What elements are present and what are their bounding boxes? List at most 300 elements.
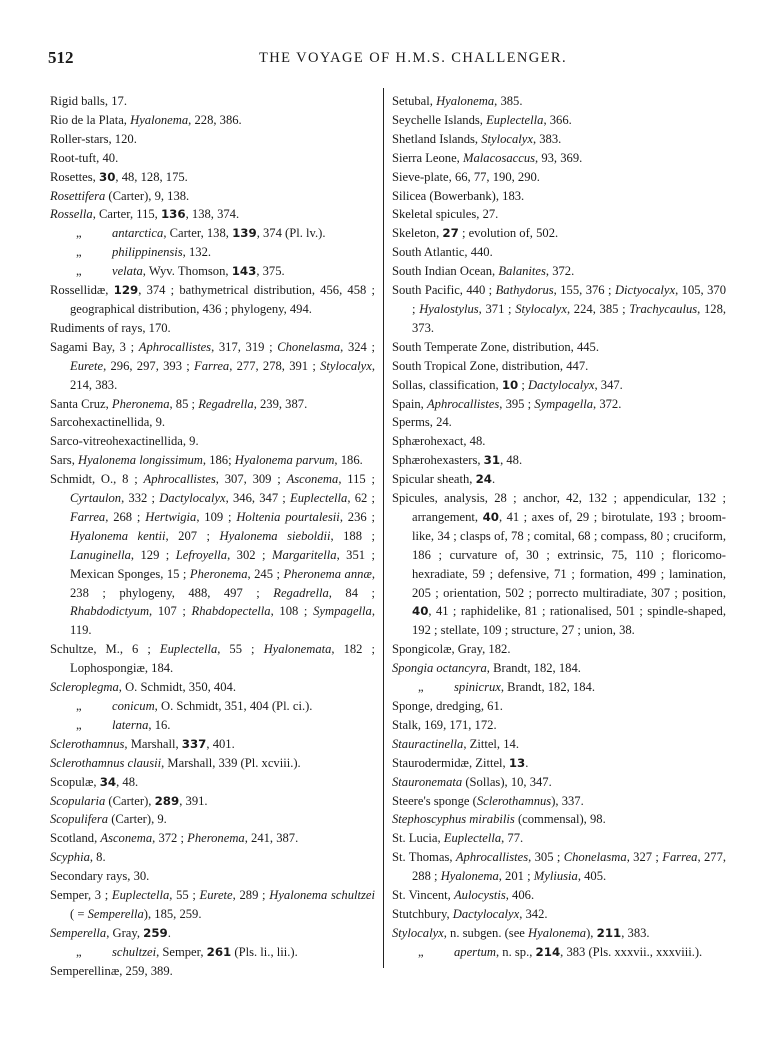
index-entry bbox=[392, 357, 726, 376]
index-entry bbox=[392, 848, 726, 886]
entry-text: Sphærohexact, 48. bbox=[392, 434, 486, 449]
entry-text: , 155, 376 ; bbox=[553, 283, 615, 298]
entry-text: ( = bbox=[70, 906, 88, 921]
index-entry bbox=[392, 886, 726, 905]
entry-text: , Carter, 138, bbox=[163, 226, 233, 241]
taxon-name: Pheronema annæ bbox=[283, 566, 372, 581]
ditto-mark: „ bbox=[418, 680, 424, 695]
taxon-name: Pheronema bbox=[111, 396, 170, 411]
entry-text: , 119. bbox=[70, 604, 376, 638]
taxon-name: Aphrocallistes bbox=[426, 396, 500, 411]
ditto-mark: „ bbox=[76, 717, 82, 732]
entry-text: , Zittel, 14. bbox=[463, 736, 519, 751]
entry-text: , 236 ; bbox=[339, 509, 376, 524]
entry-text: , 228, 386. bbox=[188, 112, 242, 127]
taxon-name: apertum bbox=[454, 944, 496, 959]
taxon-name: Aulocystis bbox=[453, 888, 506, 903]
taxon-name: Sclerothamnus clausii bbox=[50, 755, 162, 770]
bold-page-ref: 139 bbox=[232, 226, 257, 241]
taxon-name: Farrea bbox=[70, 509, 106, 524]
entry-text: , O. Schmidt, 350, 404. bbox=[118, 680, 236, 695]
ditto-mark: „ bbox=[76, 264, 82, 279]
entry-text: Sponge, dredging, 61. bbox=[392, 699, 503, 713]
entry-text: , Carter, 115, bbox=[92, 207, 161, 222]
entry-text: Sarco-vitreohexactinellida, 9. bbox=[50, 434, 199, 449]
entry-text: , 395 ; bbox=[499, 396, 535, 411]
taxon-name: Sclerothamnus bbox=[50, 736, 125, 751]
entry-text: Rigid balls, 17. bbox=[50, 94, 127, 108]
entry-text: , 324 ; bbox=[340, 339, 375, 354]
entry-text: , 383. bbox=[532, 131, 562, 146]
entry-text: , Brandt, 182, 184. bbox=[500, 680, 595, 695]
entry-text: , 375. bbox=[256, 264, 285, 279]
index-entry bbox=[50, 848, 375, 867]
bold-page-ref: 211 bbox=[596, 925, 622, 940]
entry-text: Roller-stars, 120. bbox=[50, 131, 137, 146]
entry-text: Silicea (Bowerbank), 183. bbox=[392, 188, 525, 203]
entry-text: , 84 ; bbox=[328, 585, 375, 600]
bold-page-ref: 259 bbox=[143, 925, 168, 940]
entry-text: Rudiments of rays, 170. bbox=[50, 320, 171, 335]
entry-text: Sierra Leone, bbox=[392, 150, 463, 165]
entry-text: , 132. bbox=[182, 245, 212, 260]
taxon-name: Aphrocallistes bbox=[455, 850, 529, 865]
index-entry bbox=[392, 792, 726, 811]
entry-text: St. Vincent, bbox=[392, 888, 454, 903]
taxon-name: Euplectella bbox=[486, 112, 544, 127]
entry-text: Stalk, 169, 171, 172. bbox=[392, 717, 497, 732]
bold-page-ref: 13 bbox=[508, 755, 526, 770]
bold-page-ref: 129 bbox=[113, 283, 139, 298]
entry-text: , 391. bbox=[179, 793, 208, 808]
taxon-name: Lefroyella bbox=[175, 547, 228, 562]
index-entry bbox=[392, 168, 726, 187]
taxon-name: Hyalonema bbox=[440, 869, 499, 884]
column-divider bbox=[383, 88, 384, 968]
entry-text: South Tropical Zone, distribution, 447. bbox=[392, 358, 589, 373]
entry-text: , Semper, bbox=[156, 944, 207, 959]
index-entry bbox=[50, 962, 375, 981]
index-entry bbox=[392, 754, 726, 773]
taxon-name: Hyalostylus bbox=[419, 301, 479, 316]
entry-text: Skeleton, bbox=[392, 226, 443, 241]
taxon-name: Hyalonema bbox=[436, 94, 495, 108]
index-entry bbox=[392, 659, 726, 678]
entry-text: Spicular sheath, bbox=[392, 472, 476, 487]
entry-text: (commensal), 98. bbox=[514, 812, 606, 827]
entry-text: Sollas, classification, bbox=[392, 377, 502, 392]
entry-text: , 62 ; bbox=[347, 491, 375, 506]
index-entry bbox=[392, 338, 726, 357]
entry-text: Steere's sponge ( bbox=[392, 793, 477, 808]
ditto-mark: „ bbox=[76, 245, 82, 260]
index-entry bbox=[50, 640, 375, 678]
index-entry bbox=[50, 886, 375, 924]
index-entry bbox=[392, 697, 726, 716]
entry-text: Rio de la Plata, bbox=[50, 112, 131, 127]
entry-text: , 138, 374. bbox=[185, 207, 240, 222]
index-entry bbox=[50, 281, 375, 319]
index-entry bbox=[392, 243, 726, 262]
entry-text: Schmidt, O., 8 ; bbox=[50, 472, 144, 487]
page-number: 512 bbox=[48, 48, 74, 67]
taxon-name: Scopulifera bbox=[50, 812, 109, 827]
index-entry bbox=[392, 205, 726, 224]
ditto-mark: „ bbox=[76, 944, 82, 959]
taxon-name: Hertwigia bbox=[145, 509, 197, 524]
index-column-right bbox=[392, 92, 726, 962]
entry-text: , 307, 309 ; bbox=[215, 472, 287, 487]
taxon-name: Hyalonema parvum bbox=[234, 453, 335, 468]
entry-text: , 85 ; bbox=[169, 396, 199, 411]
index-entry bbox=[392, 224, 726, 243]
index-entry bbox=[392, 640, 726, 659]
entry-text: . bbox=[167, 925, 171, 940]
index-entry bbox=[392, 432, 726, 451]
index-entry bbox=[50, 205, 375, 224]
entry-text: , 128, 373. bbox=[412, 301, 727, 335]
index-subentry bbox=[392, 678, 726, 697]
index-entry bbox=[392, 395, 726, 414]
bold-page-ref: 143 bbox=[231, 264, 257, 279]
taxon-name: Hyalonema bbox=[528, 925, 587, 940]
taxon-name: Bathydorus bbox=[495, 283, 554, 298]
entry-text: , 48. bbox=[116, 774, 139, 789]
entry-text: Spicules, analysis, 28 ; anchor, 42, 132 ; appendicular, 132 ; arrangement, bbox=[392, 491, 726, 524]
taxon-name: schultzei bbox=[112, 944, 157, 959]
entry-text: ), bbox=[586, 925, 597, 940]
taxon-name: Rosettifera bbox=[50, 188, 106, 203]
entry-text: Sarcohexactinellida, 9. bbox=[50, 415, 166, 430]
entry-text: , 385. bbox=[494, 94, 523, 108]
entry-text: , 186; bbox=[202, 453, 235, 468]
entry-text: (Carter), bbox=[105, 793, 155, 808]
entry-text: , 241, 387. bbox=[244, 831, 299, 846]
index-entry bbox=[392, 451, 726, 470]
entry-text: . bbox=[492, 472, 496, 487]
entry-text: Shetland Islands, bbox=[392, 131, 482, 146]
entry-text: , 108 ; bbox=[270, 604, 314, 619]
bold-page-ref: 261 bbox=[206, 944, 232, 959]
taxon-name: Stauronemata bbox=[392, 774, 463, 789]
taxon-name: Scleroplegma bbox=[50, 680, 119, 695]
taxon-name: Hyalonema longissimum bbox=[78, 453, 203, 468]
entry-text: Spain, bbox=[392, 396, 427, 411]
index-entry bbox=[50, 867, 375, 886]
index-entry bbox=[50, 735, 375, 754]
entry-text: , 372. bbox=[545, 264, 575, 279]
entry-text: , 188 ; bbox=[330, 528, 376, 543]
entry-text: , Wyv. Thomson, bbox=[142, 264, 232, 279]
entry-text: South Indian Ocean, bbox=[392, 264, 499, 279]
entry-text: , 302 ; bbox=[227, 547, 272, 562]
taxon-name: Euplectella bbox=[111, 888, 170, 903]
entry-text: , Gray, bbox=[106, 925, 144, 940]
entry-text: , n. sp., bbox=[495, 944, 536, 959]
entry-text: , 296, 297, 393 ; bbox=[103, 358, 194, 373]
entry-text: , Marshall, 339 (Pl. xcviii.). bbox=[161, 755, 301, 770]
entry-text: , n. subgen. (see bbox=[443, 925, 529, 940]
taxon-name: Balanites bbox=[498, 264, 546, 279]
taxon-name: Dactylocalyx bbox=[528, 377, 595, 392]
entry-text: , 351 ; Mexican Sponges, 15 ; bbox=[70, 547, 376, 581]
entry-text: Sieve-plate, 66, 77, 190, 290. bbox=[392, 169, 540, 184]
taxon-name: Rhabdopectella bbox=[191, 604, 271, 619]
entry-text: Semper, 3 ; bbox=[50, 888, 112, 903]
ditto-mark: „ bbox=[76, 699, 82, 713]
entry-text: , 55 ; bbox=[217, 642, 264, 657]
entry-text: , 55 ; bbox=[169, 888, 200, 903]
index-entry bbox=[392, 489, 726, 640]
entry-text: Staurodermidæ, Zittel, bbox=[392, 755, 509, 770]
entry-text: ), 337. bbox=[551, 793, 584, 808]
entry-text: , 383 (Pls. xxxvii., xxxviii.). bbox=[560, 944, 703, 959]
index-entry bbox=[50, 792, 375, 811]
entry-text: , 366. bbox=[543, 112, 572, 127]
taxon-name: Stylocalyx bbox=[515, 301, 567, 316]
taxon-name: Dactylocalyx bbox=[159, 491, 226, 506]
taxon-name: Sympagella bbox=[534, 396, 594, 411]
index-entry bbox=[50, 810, 375, 829]
entry-text: , 383. bbox=[621, 925, 650, 940]
bold-page-ref: 34 bbox=[99, 774, 117, 789]
entry-text: , 327 ; bbox=[626, 850, 663, 865]
entry-text: Santa Cruz, bbox=[50, 396, 112, 411]
index-entry bbox=[392, 149, 726, 168]
index-subentry bbox=[50, 943, 375, 962]
taxon-name: Aphrocallistes bbox=[143, 472, 216, 487]
entry-text: Seychelle Islands, bbox=[392, 112, 487, 127]
taxon-name: laterna bbox=[112, 717, 149, 732]
index-entry bbox=[392, 773, 726, 792]
entry-text: Skeletal spicules, 27. bbox=[392, 207, 499, 222]
taxon-name: philippinensis bbox=[112, 245, 183, 260]
index-entry bbox=[50, 451, 375, 470]
bold-page-ref: 27 bbox=[442, 226, 459, 241]
index-subentry bbox=[50, 262, 375, 281]
page-header bbox=[48, 48, 738, 72]
index-entry bbox=[392, 187, 726, 206]
taxon-name: Asconema bbox=[100, 831, 153, 846]
entry-text: , 374 ; bathymetrical distribution, 456, 458 ; geographical distribution, 436 ; phylogeny, 494. bbox=[70, 283, 375, 316]
index-entry bbox=[50, 92, 375, 111]
index-subentry bbox=[50, 243, 375, 262]
taxon-name: Asconema bbox=[286, 472, 339, 487]
entry-text: (Carter), 9. bbox=[108, 812, 167, 827]
entry-text: , 277, 288 ; bbox=[412, 850, 727, 884]
entry-text: , 214, 383. bbox=[70, 358, 376, 392]
entry-text: , 245 ; bbox=[247, 566, 284, 581]
entry-text: (Pls. li., lii.). bbox=[231, 944, 298, 959]
index-entry bbox=[392, 905, 726, 924]
taxon-name: Dictyocalyx bbox=[614, 283, 676, 298]
taxon-name: Malacosaccus bbox=[462, 150, 536, 165]
entry-text: Stutchbury, bbox=[392, 906, 453, 921]
entry-text: Setubal, bbox=[392, 94, 437, 108]
bold-page-ref: 289 bbox=[154, 793, 180, 808]
entry-text: , 16. bbox=[148, 717, 171, 732]
taxon-name: Stylocalyx bbox=[481, 131, 533, 146]
entry-text: Scotland, bbox=[50, 831, 101, 846]
entry-text: Schultze, M., 6 ; bbox=[50, 642, 160, 657]
index-entry bbox=[50, 773, 375, 792]
taxon-name: Hyalonema schultzei bbox=[269, 888, 376, 903]
index-entry bbox=[50, 395, 375, 414]
entry-text: Scopulæ, bbox=[50, 774, 100, 789]
taxon-name: Trachycaulus bbox=[629, 301, 698, 316]
entry-text: , 372. bbox=[593, 396, 622, 411]
taxon-name: Stylocalyx bbox=[392, 925, 444, 940]
taxon-name: Holtenia pourtalesii bbox=[236, 509, 340, 524]
index-subentry bbox=[50, 697, 375, 716]
index-entry bbox=[50, 168, 375, 187]
entry-text: (Sollas), 10, 347. bbox=[462, 774, 552, 789]
entry-text: , O. Schmidt, 351, 404 (Pl. ci.). bbox=[154, 699, 313, 713]
entry-text: Sars, bbox=[50, 453, 78, 468]
index-entry bbox=[50, 130, 375, 149]
bold-page-ref: 30 bbox=[98, 169, 116, 184]
bold-page-ref: 40 bbox=[412, 604, 429, 619]
index-entry bbox=[392, 716, 726, 735]
entry-text: ; bbox=[518, 377, 529, 392]
entry-text: , Brandt, 182, 184. bbox=[486, 661, 581, 676]
taxon-name: antarctica bbox=[112, 226, 164, 241]
index-entry bbox=[50, 470, 375, 640]
entry-text: , 406. bbox=[505, 888, 535, 903]
bold-page-ref: 214 bbox=[535, 944, 561, 959]
entry-text: ), 185, 259. bbox=[143, 906, 202, 921]
entry-text: , 305 ; bbox=[528, 850, 564, 865]
entry-text: , 277, 278, 391 ; bbox=[229, 358, 321, 373]
entry-text: , 8. bbox=[89, 850, 106, 865]
entry-text: , 105, 370 ; bbox=[412, 283, 726, 316]
taxon-name: conicum bbox=[112, 699, 155, 713]
index-entry bbox=[392, 810, 726, 829]
entry-text: , 48, 128, 175. bbox=[115, 169, 188, 184]
taxon-name: Regadrella bbox=[198, 396, 254, 411]
entry-text: South Atlantic, 440. bbox=[392, 245, 493, 260]
taxon-name: Hyalonema bbox=[130, 112, 189, 127]
entry-text: , 115 ; bbox=[338, 472, 375, 487]
taxon-name: Semperella bbox=[87, 906, 144, 921]
bold-page-ref: 24 bbox=[475, 472, 493, 487]
entry-text: , 201 ; bbox=[498, 869, 534, 884]
entry-text: , Marshall, bbox=[124, 736, 182, 751]
entry-text: , 41 ; axes of, 29 ; birotulate, 193 ; broom-like, 34 ; clasps of, 78 ; comital, 68 ; compass, 80 ; cruciform, 186 ; curvature of, 30 ; extrinsic, 75, 110 ; floricomo-hexradiate, 59 ; defensive, 71 ; formation, 499 ; lamination, 205 ; orientation, 502 ; porrecto multiradiate, 307 ; position, bbox=[412, 509, 726, 600]
taxon-name: Eurete bbox=[70, 358, 104, 373]
taxon-name: Spongia octancyra bbox=[392, 661, 487, 676]
entry-text: , 239, 387. bbox=[253, 396, 308, 411]
taxon-name: Farrea bbox=[194, 358, 230, 373]
taxon-name: Sympagella bbox=[313, 604, 372, 619]
index-subentry bbox=[50, 224, 375, 243]
entry-text: , 109 ; bbox=[196, 509, 237, 524]
ditto-mark: „ bbox=[76, 226, 82, 241]
bold-page-ref: 31 bbox=[483, 453, 501, 468]
taxon-name: Chonelasma bbox=[563, 850, 627, 865]
index-entry bbox=[392, 130, 726, 149]
running-title: THE VOYAGE OF H.M.S. CHALLENGER. bbox=[259, 50, 567, 66]
index-entry bbox=[392, 829, 726, 848]
entry-text: Secondary rays, 30. bbox=[50, 869, 150, 884]
taxon-name: Rossella bbox=[50, 207, 93, 222]
ditto-mark: „ bbox=[418, 944, 424, 959]
taxon-name: Dactylocalyx bbox=[452, 906, 520, 921]
taxon-name: Stylocalyx bbox=[320, 358, 372, 373]
index-entry bbox=[50, 413, 375, 432]
taxon-name: Aphrocallistes bbox=[138, 339, 212, 354]
taxon-name: Stephoscyphus mirabilis bbox=[392, 812, 515, 827]
taxon-name: Euplectella bbox=[443, 831, 502, 846]
taxon-name: Stauractinella bbox=[392, 736, 464, 751]
index-entry bbox=[50, 338, 375, 395]
index-column-left bbox=[50, 92, 375, 981]
entry-text: Root-tuft, 40. bbox=[50, 150, 119, 165]
entry-text: St. Lucia, bbox=[392, 831, 444, 846]
entry-text: South Temperate Zone, distribution, 445. bbox=[392, 339, 600, 354]
entry-text: , 268 ; bbox=[105, 509, 146, 524]
bold-page-ref: 40 bbox=[482, 509, 499, 524]
entry-text: Semperellinæ, 259, 389. bbox=[50, 963, 173, 978]
entry-text: South Pacific, 440 ; bbox=[392, 283, 496, 298]
taxon-name: Hyalonemata bbox=[263, 642, 332, 657]
bold-page-ref: 337 bbox=[181, 736, 207, 751]
index-entry bbox=[50, 149, 375, 168]
taxon-name: Myliusia bbox=[533, 869, 578, 884]
index-entry bbox=[50, 187, 375, 206]
index-entry bbox=[50, 829, 375, 848]
entry-text: , 401. bbox=[206, 736, 235, 751]
entry-text: , 207 ; bbox=[165, 528, 220, 543]
entry-text: , 346, 347 ; bbox=[225, 491, 290, 506]
entry-text: , 186. bbox=[334, 453, 363, 468]
entry-text: ; evolution of, 502. bbox=[458, 226, 559, 241]
entry-text: , 93, 369. bbox=[535, 150, 583, 165]
entry-text: , 77. bbox=[501, 831, 524, 846]
index-entry bbox=[392, 262, 726, 281]
index-subentry bbox=[50, 716, 375, 735]
entry-text: Sagami Bay, 3 ; bbox=[50, 339, 139, 354]
bold-page-ref: 10 bbox=[501, 377, 519, 392]
entry-text: , 224, 385 ; bbox=[566, 301, 630, 316]
entry-text: , 374 (Pl. lv.). bbox=[256, 226, 326, 241]
entry-text: , 41 ; raphidelike, 81 ; rationalised, 501 ; spindle-shaped, 192 ; stellate, 109 ; structure, 27 ; union, 38. bbox=[412, 604, 726, 638]
taxon-name: Hyalonema sieboldii bbox=[219, 528, 331, 543]
entry-text: , 238 ; phylogeny, 488, 497 ; bbox=[70, 566, 375, 600]
index-entry bbox=[392, 924, 726, 943]
entry-text: Sphærohexasters, bbox=[392, 453, 484, 468]
index-entry bbox=[50, 924, 375, 943]
entry-text: , 342. bbox=[519, 906, 548, 921]
index-entry bbox=[50, 432, 375, 451]
index-entry bbox=[392, 413, 726, 432]
index-entry bbox=[392, 376, 726, 395]
taxon-name: Scyphia bbox=[50, 850, 90, 865]
taxon-name: Hyalonema kentii bbox=[70, 528, 166, 543]
bold-page-ref: 136 bbox=[160, 207, 186, 222]
taxon-name: Farrea bbox=[662, 850, 698, 865]
taxon-name: Eurete bbox=[199, 888, 233, 903]
taxon-name: Cyrtaulon bbox=[70, 491, 122, 506]
index-entry bbox=[50, 111, 375, 130]
entry-text: , 317, 319 ; bbox=[211, 339, 278, 354]
entry-text: St. Thomas, bbox=[392, 850, 456, 865]
index-entry bbox=[392, 281, 726, 338]
entry-text: , 289 ; bbox=[232, 888, 270, 903]
index-entry bbox=[392, 735, 726, 754]
taxon-name: Sclerothamnus bbox=[476, 793, 552, 808]
taxon-name: Chonelasma bbox=[277, 339, 341, 354]
